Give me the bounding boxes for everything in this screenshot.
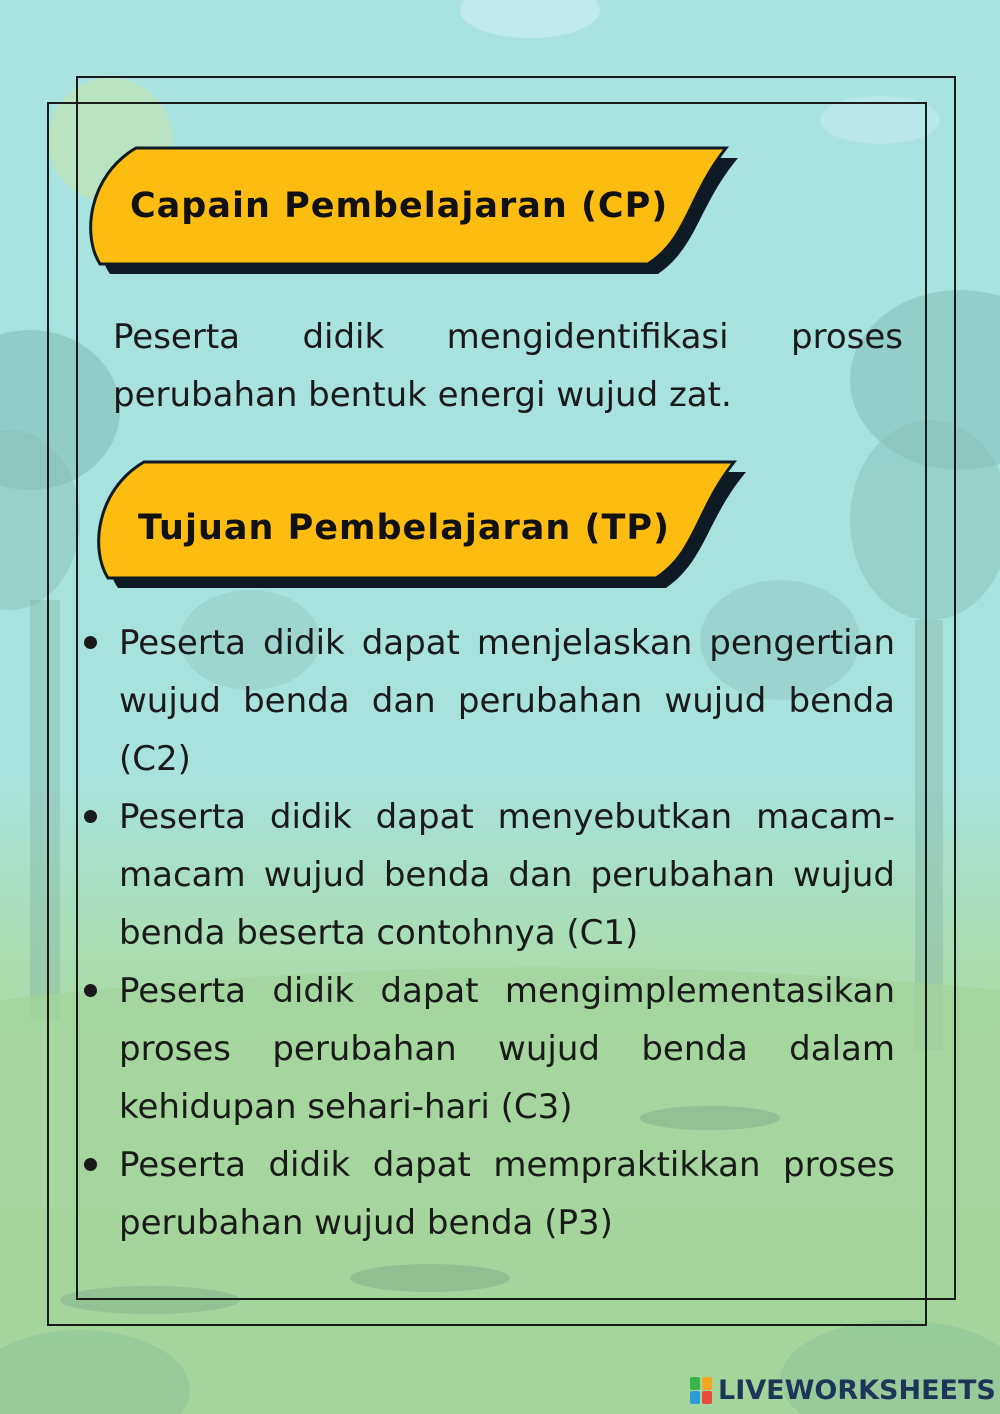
list-item bbox=[80, 962, 895, 1136]
logo-text: LIVEWORKSHEETS bbox=[718, 1374, 996, 1406]
list-item-text: Peserta didik dapat mempraktikkan proses perubahan wujud benda (P3) bbox=[119, 1145, 895, 1243]
bullet-icon bbox=[84, 810, 97, 823]
list-item-text: Peserta didik dapat menjelaskan pengertian wujud benda dan perubahan wujud benda (C2) bbox=[119, 623, 895, 779]
bullet-icon bbox=[84, 636, 97, 649]
list-item-text: Peserta didik dapat menyebutkan macam-macam wujud benda dan perubahan wujud benda beserta contohnya (C1) bbox=[119, 797, 895, 953]
liveworksheets-logo bbox=[690, 1372, 996, 1408]
tp-list bbox=[80, 614, 895, 1252]
liveworksheets-logo-icon bbox=[690, 1375, 714, 1405]
tp-title: Tujuan Pembelajaran (TP) bbox=[138, 508, 670, 548]
list-item bbox=[80, 1136, 895, 1252]
bullet-icon bbox=[84, 1158, 97, 1171]
list-item-text: Peserta didik dapat mengimplementasikan proses perubahan wujud benda dalam kehidupan sehari-hari (C3) bbox=[119, 971, 895, 1127]
tp-banner bbox=[96, 460, 756, 596]
bullet-icon bbox=[84, 984, 97, 997]
list-item bbox=[80, 788, 895, 962]
cp-description: Peserta didik mengidentifikasi proses perubahan bentuk energi wujud zat. bbox=[113, 317, 903, 415]
cp-banner bbox=[88, 146, 748, 282]
cp-title: Capain Pembelajaran (CP) bbox=[130, 186, 669, 226]
list-item bbox=[80, 614, 895, 788]
